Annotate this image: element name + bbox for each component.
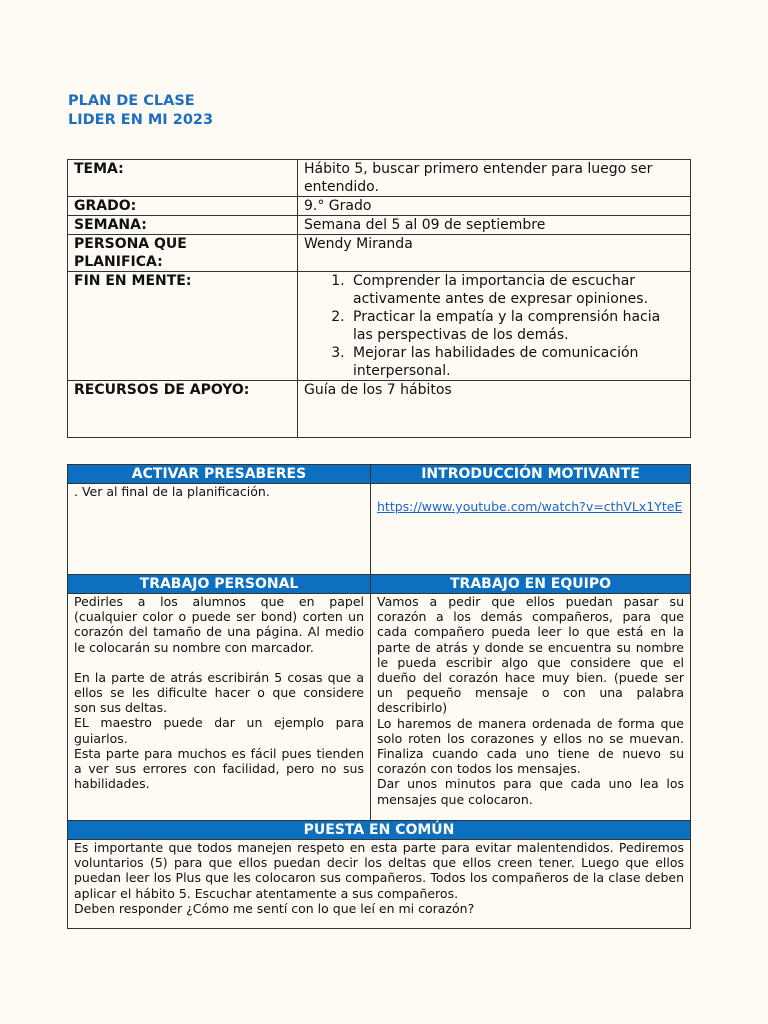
persona-value: Wendy Miranda — [298, 235, 691, 272]
activar-text: . Ver al final de la planificación. — [74, 484, 270, 499]
row-persona — [68, 235, 691, 272]
objective-item: 2. Practicar la empatía y la comprensión hacia las perspectivas de los demás. — [349, 308, 684, 344]
personal-cell — [68, 594, 371, 821]
title-line-1: PLAN DE CLASE — [68, 93, 195, 109]
personal-header: TRABAJO PERSONAL — [68, 575, 371, 594]
tema-value: Hábito 5, buscar primero entender para luego ser entendido. — [298, 160, 691, 197]
intro-cell — [371, 484, 691, 575]
intro-header: INTRODUCCIÓN MOTIVANTE — [371, 465, 691, 484]
equipo-paragraph: Vamos a pedir que ellos puedan pasar su corazón a los demás compañeros, para que cada compañero pueda leer lo que está en la parte de atrás y donde se encuentra su nombre le pueda escribir algo que considere que el dueño del corazón hace muy bien. (puede ser un pequeño mensaje o con una palabra describirlo) — [377, 594, 684, 716]
puesta-paragraph: Deben responder ¿Cómo me sentí con lo que leí en mi corazón? — [74, 900, 475, 916]
objective-item: 1. Comprender la importancia de escuchar activamente antes de expresar opiniones. — [349, 272, 684, 308]
puesta-cell — [68, 840, 691, 929]
personal-paragraph: En la parte de atrás escribirán 5 cosas que a ellos se les dificulte hacer o que considere son sus deltas. — [74, 669, 364, 716]
plan-info-table — [67, 159, 691, 438]
semana-label: SEMANA: — [68, 216, 298, 235]
row-grado — [68, 197, 691, 216]
semana-value: Semana del 5 al 09 de septiembre — [298, 216, 691, 235]
youtube-link[interactable]: https://www.youtube.com/watch?v=cthVLx1YteE — [377, 499, 683, 514]
document-title — [68, 92, 213, 130]
puesta-paragraph: Es importante que todos manejen respeto en esta parte para evitar malentendidos. Pediremos voluntarios (5) para que ellos puedan decir los deltas que ellos creen tener. Luego que ellos puedan leer los Plus que les colocaron sus compañeros. Todos los compañeros de la clase deben aplicar el hábito 5. Escuchar atentamente a sus compañeros. — [74, 840, 684, 901]
activar-cell — [68, 484, 371, 575]
personal-paragraph: Esta parte para muchos es fácil pues tienden a ver sus errores con facilidad, pero no sus habilidades. — [74, 745, 364, 792]
persona-label: PERSONA QUE PLANIFICA: — [68, 235, 298, 272]
equipo-header: TRABAJO EN EQUIPO — [371, 575, 691, 594]
recursos-label: RECURSOS DE APOYO: — [68, 381, 298, 438]
activar-header: ACTIVAR PRESABERES — [68, 465, 371, 484]
tema-label: TEMA: — [68, 160, 298, 197]
activities-table — [67, 464, 691, 929]
row-tema — [68, 160, 691, 197]
objectives-list — [304, 272, 684, 380]
puesta-header: PUESTA EN COMÚN — [68, 821, 691, 840]
grado-value: 9.° Grado — [298, 197, 691, 216]
equipo-paragraph: Lo haremos de manera ordenada de forma que solo roten los corazones y ellos no se muevan. Finaliza cuando cada uno tiene de nuevo su corazón con todos los mensajes. — [377, 715, 684, 777]
fin-label: FIN EN MENTE: — [68, 272, 298, 381]
equipo-cell — [371, 594, 691, 821]
personal-paragraph: Pedirles a los alumnos que en papel (cualquier color o puede ser bond) corten un corazón del tamaño de una página. Al medio le colocarán su nombre con marcador. — [74, 594, 364, 655]
row-fin — [68, 272, 691, 381]
row-semana — [68, 216, 691, 235]
fin-value — [298, 272, 691, 381]
recursos-value: Guía de los 7 hábitos — [298, 381, 691, 438]
objective-item: 3. Mejorar las habilidades de comunicación interpersonal. — [349, 344, 684, 380]
title-line-2: LIDER EN MI 2023 — [68, 112, 214, 128]
equipo-paragraph: Dar unos minutos para que cada uno lea los mensajes que colocaron. — [377, 776, 684, 807]
personal-paragraph: EL maestro puede dar un ejemplo para guiarlos. — [74, 715, 364, 746]
grado-label: GRADO: — [68, 197, 298, 216]
row-recursos — [68, 381, 691, 438]
